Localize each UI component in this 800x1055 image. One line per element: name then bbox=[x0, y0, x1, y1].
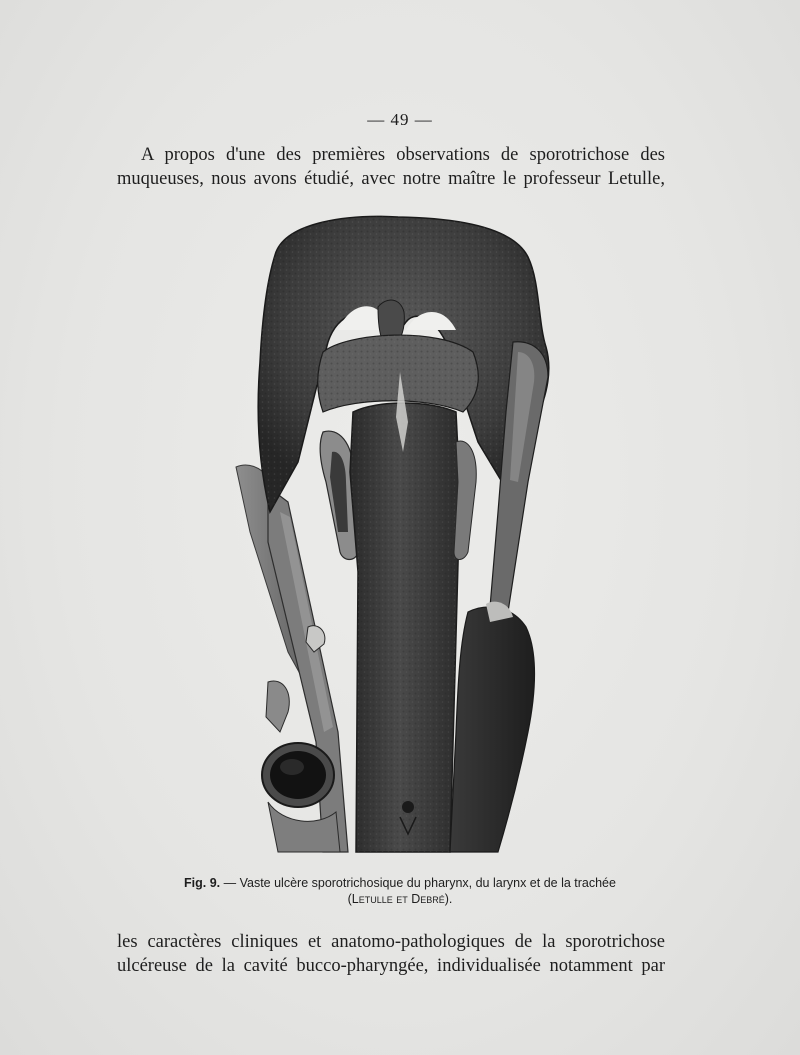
figure-label: Fig. 9. bbox=[184, 876, 221, 890]
paragraph-line: A propos d'une des premières observations de sporotrichose des bbox=[141, 145, 665, 165]
top-paragraph bbox=[117, 143, 665, 191]
paragraph-line: ulcéreuse de la cavité bucco-pharyngée, individualisée notamment par bbox=[117, 956, 665, 976]
figure-caption-authors: (Letulle et Debré). bbox=[347, 892, 453, 906]
paragraph-line: les caractères cliniques et anatomo-pathologiques de la sporotrichose bbox=[117, 932, 665, 952]
figure-caption-text: — Vaste ulcère sporotrichosique du pharynx, du larynx et de la trachée bbox=[220, 876, 616, 890]
paragraph-line: muqueuses, nous avons étudié, avec notre maître le professeur Letulle, bbox=[117, 169, 665, 189]
figure-caption bbox=[117, 875, 683, 907]
bottom-paragraph bbox=[117, 930, 665, 978]
anatomical-illustration bbox=[228, 212, 556, 860]
page-number: — 49 — bbox=[367, 110, 433, 129]
specimen-drawing bbox=[228, 212, 556, 860]
